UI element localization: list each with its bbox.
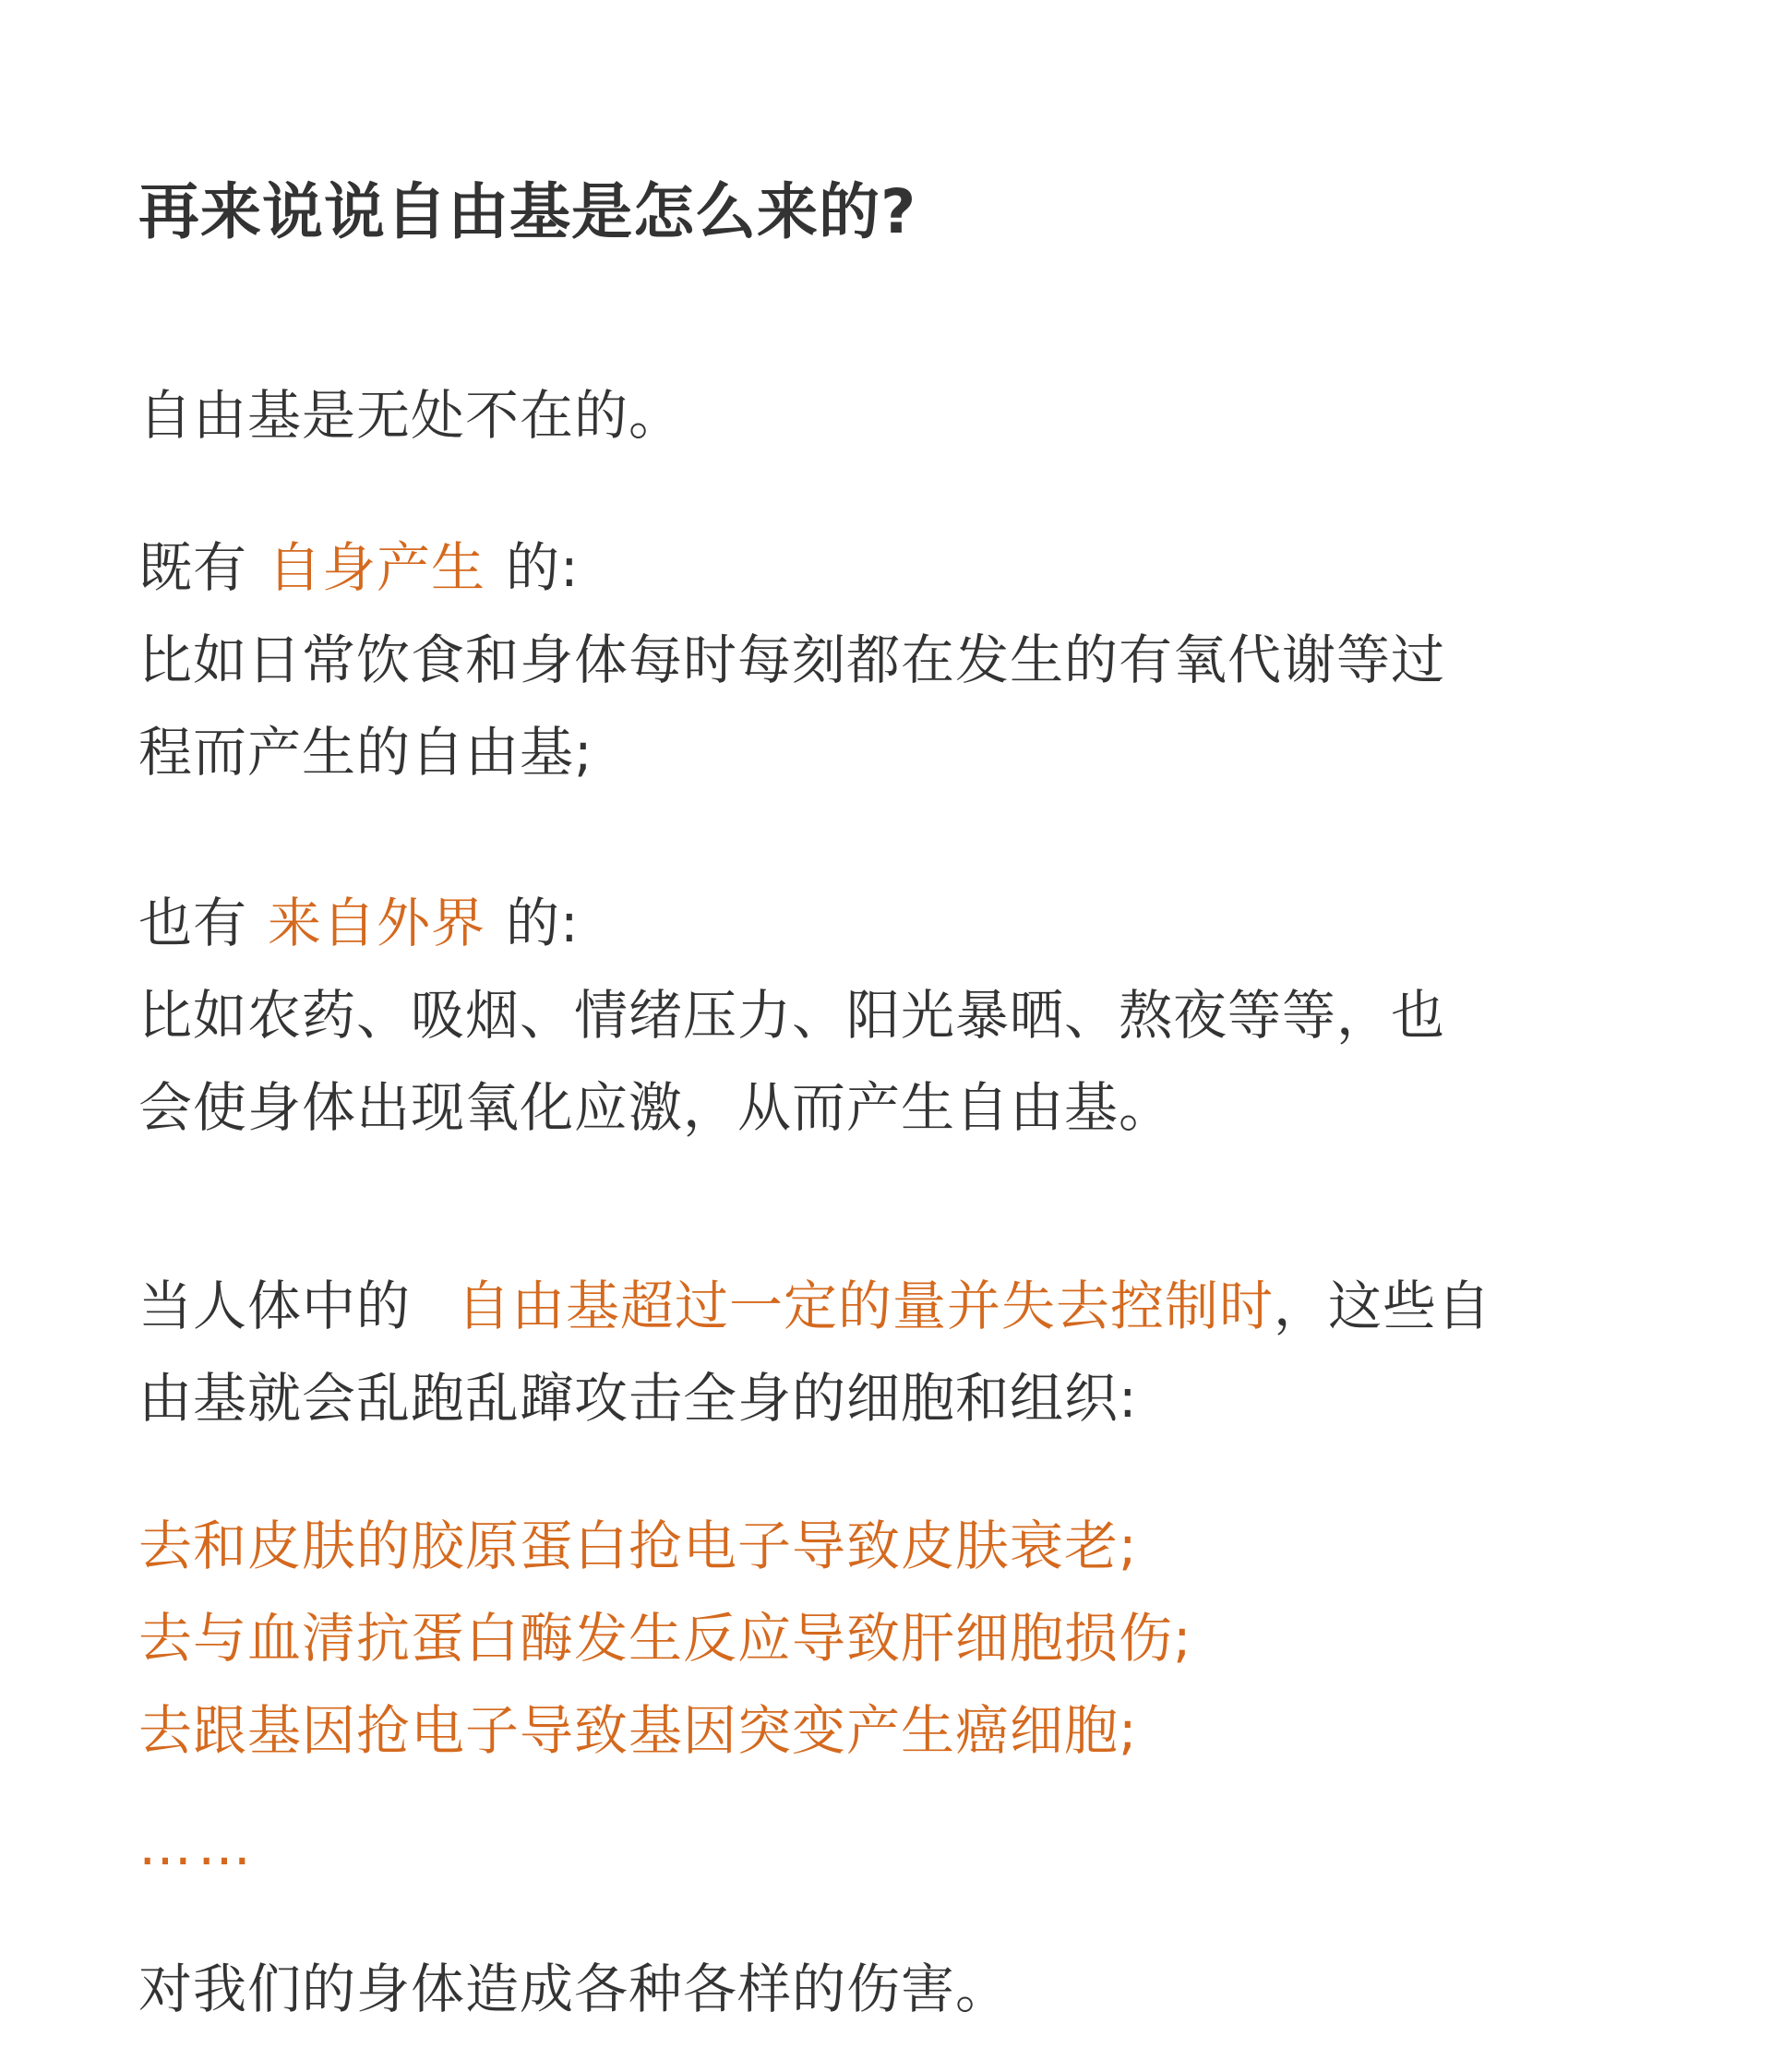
internal-prefix: 既有 [138,536,248,599]
paragraph-external-source-heading [138,877,580,969]
highlight-threshold: 自由基超过一定的量并失去控制时 [457,1275,1275,1337]
damage-item: 去与血清抗蛋白酶发生反应导致肝细胞损伤; [138,1607,1192,1670]
paragraph-external-source-line: 会使身体出现氧化应激，从而产生自由基。 [138,1076,1174,1139]
paragraph-external-source-line: 比如农药、吸烟、情绪压力、阳光暴晒、熬夜等等，也 [138,984,1446,1047]
paragraph-attack-intro-line: 由基就会乱跑乱蹿攻击全身的细胞和组织: [138,1367,1138,1430]
paragraph-internal-source-line: 比如日常饮食和身体每时每刻都在发生的有氧代谢等过 [138,629,1446,691]
damage-item: 去跟基因抢电子导致基因突变产生癌细胞; [138,1699,1138,1762]
internal-suffix: 的: [506,536,580,599]
paragraph-internal-source-heading [138,521,580,614]
article-title: 再来说说自由基是怎么来的? [138,176,917,247]
paragraph-internal-source-line: 程而产生的自由基; [138,721,593,784]
highlight-internal-source: 自身产生 [268,536,486,599]
ellipsis: …… [138,1814,257,1877]
attack-suffix: ，这些自 [1274,1275,1492,1337]
damage-item: 去和皮肤的胶原蛋白抢电子导致皮肤衰老; [138,1515,1138,1577]
paragraph-ubiquitous: 自由基是无处不在的。 [138,384,684,447]
external-suffix: 的: [506,892,580,954]
paragraph-conclusion: 对我们的身体造成各种各样的伤害。 [138,1958,1011,2020]
attack-prefix: 当人体中的 [138,1275,412,1337]
paragraph-attack-intro [138,1260,1491,1352]
external-prefix: 也有 [138,892,248,954]
highlight-external-source: 来自外界 [268,892,486,954]
